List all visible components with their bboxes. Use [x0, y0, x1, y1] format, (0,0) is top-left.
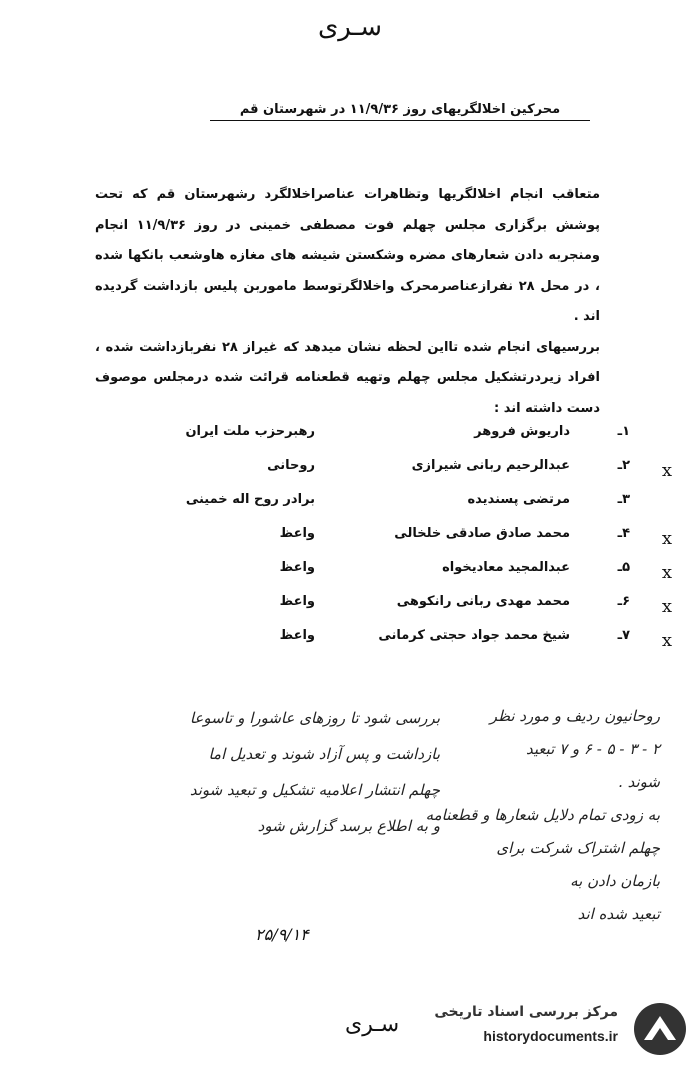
handwritten-date: ۲۵/۹/۱۴	[255, 925, 309, 944]
person-row	[60, 520, 672, 554]
person-row	[60, 588, 672, 622]
document-body	[95, 180, 600, 424]
person-name: محمد صادق صادقی خلخالی	[394, 526, 570, 541]
handwritten-line: چهلم انتشار اعلامیه تشکیل و تبعید شوند	[189, 781, 440, 799]
handwritten-line: شوند .	[618, 773, 660, 791]
person-name: داریوش فروهر	[474, 424, 570, 439]
archive-logo-icon	[630, 1000, 690, 1058]
person-name: عبدالمجید معادیخواه	[442, 560, 570, 575]
person-name: مرتضی پسندیده	[467, 492, 570, 507]
classification-stamp-bottom: سـری	[345, 1012, 400, 1037]
person-role: روحانی	[267, 458, 315, 473]
watermark-url: historydocuments.ir	[483, 1028, 618, 1044]
body-paragraph: بررسیهای انجام شده تااین لحظه نشان میدهد که غیراز ۲۸ نفربازداشت شده ، افراد زیردرتشکیل مجلس چهلم وتهیه قطعنامه قرائت شده درمجلس موصوف دست داشته اند :	[95, 339, 601, 416]
handwritten-x-mark: x	[661, 562, 672, 583]
handwritten-line: بازمان دادن به	[570, 872, 660, 890]
body-paragraph: متعاقب انجام اخلالگریها وتظاهرات عناصراخلالگرد رشهرستان قم که تحت پوشش برگزاری مجلس چهلم فوت مصطفی خمینی در روز ۱۱/۹/۳۶ انجام ومنجربه دادن شعارهای مضره وشکستن شیشه های مغازه هاوشعب بانکها شده ، در محل ۲۸ نفرازعناصرمحرک واخلالگرتوسط ماموربن پلیس بازداشت گردیده اند .	[95, 187, 600, 324]
watermark-title: مرکز بررسی اسناد تاریخی	[434, 1004, 618, 1020]
document-subject: محرکین اخلالگریهای روز ۱۱/۹/۳۶ در شهرستان قم	[210, 102, 590, 121]
person-row	[60, 486, 660, 520]
person-number: ۱ـ	[617, 424, 630, 439]
handwritten-line: ۲ - ۳ - ۵ - ۶ و ۷ تبعید	[525, 740, 660, 758]
person-role: واعظ	[279, 526, 315, 541]
person-role: برادر روح اله خمینی	[185, 492, 315, 507]
handwritten-x-mark: x	[661, 528, 672, 549]
person-number: ۷ـ	[617, 628, 630, 643]
handwritten-x-mark: x	[661, 630, 672, 651]
person-role: واعظ	[279, 560, 315, 575]
person-number: ۲ـ	[617, 458, 630, 473]
person-row	[60, 554, 672, 588]
person-number: ۵ـ	[617, 560, 630, 575]
person-name: عبدالرحیم ربانی شیرازی	[411, 458, 570, 473]
person-number: ۶ـ	[617, 594, 630, 609]
persons-list	[60, 418, 672, 656]
handwritten-line: به زودی تمام دلایل شعارها و قطعنامه	[425, 806, 660, 824]
handwritten-note-left	[20, 700, 440, 844]
handwritten-line: روحانیون ردیف و مورد نظر	[489, 707, 660, 725]
handwritten-line: و به اطلاع برسد گزارش شود	[257, 817, 440, 835]
person-role: واعظ	[279, 628, 315, 643]
archive-watermark	[430, 1000, 690, 1058]
handwritten-x-mark: x	[661, 596, 672, 617]
person-row	[60, 418, 660, 452]
person-row	[60, 622, 672, 656]
handwritten-line: تبعید شده اند	[577, 905, 660, 923]
person-number: ۳ـ	[617, 492, 630, 507]
person-role: واعظ	[279, 594, 315, 609]
person-role: رهبرحزب ملت ایران	[185, 424, 315, 439]
handwritten-line: بازداشت و پس آزاد شوند و تعدیل اما	[208, 745, 440, 763]
handwritten-x-mark: x	[661, 460, 672, 481]
person-name: شیخ محمد جواد حجتی کرمانی	[378, 628, 570, 643]
classification-stamp-top: سـری	[317, 12, 383, 42]
handwritten-note-right	[410, 700, 660, 931]
person-name: محمد مهدی ربانی رانکوهی	[396, 594, 570, 609]
person-number: ۴ـ	[617, 526, 630, 541]
person-row	[60, 452, 672, 486]
handwritten-line: چهلم اشتراک شرکت برای	[496, 839, 660, 857]
handwritten-line: بررسی شود تا روزهای عاشورا و تاسوعا	[189, 709, 440, 727]
